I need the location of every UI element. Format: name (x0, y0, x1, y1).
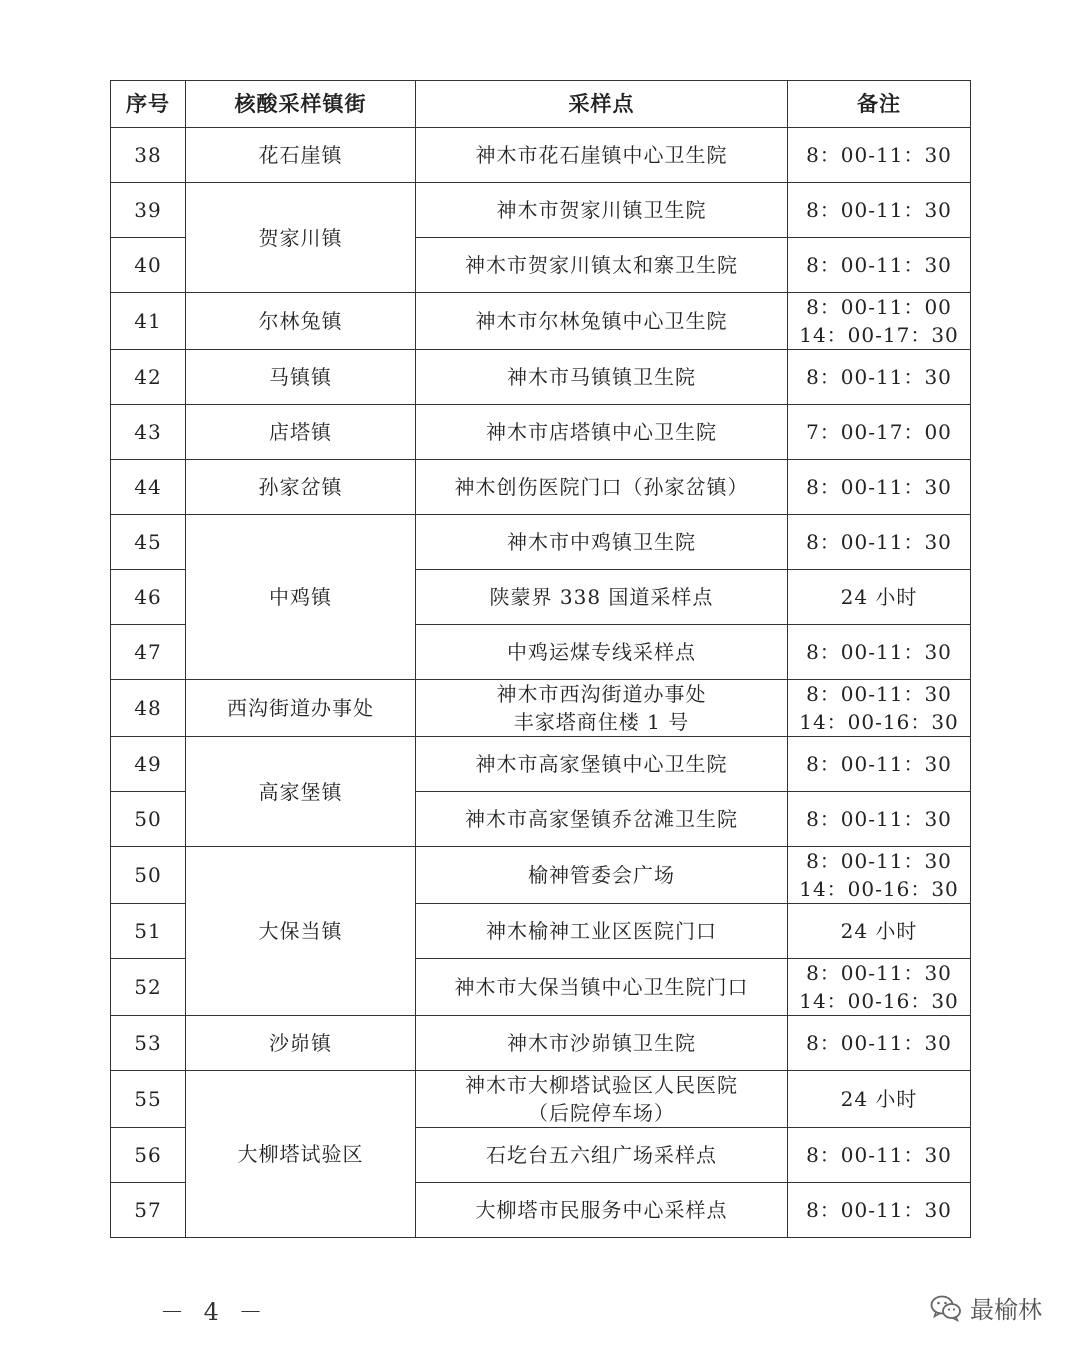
sampling-site-cell (416, 515, 788, 570)
serial-number-cell: 43 (111, 405, 186, 460)
remarks-cell (788, 680, 971, 737)
remarks-cell (788, 959, 971, 1016)
town-cell: 店塔镇 (186, 405, 416, 460)
remarks-cell (788, 1016, 971, 1071)
remarks-line: 8：00-11：30 (806, 1031, 952, 1055)
remarks-line: 8：00-11：30 (806, 1143, 952, 1167)
table-row (111, 293, 971, 350)
remarks-line: 8：00-11：30 (806, 530, 952, 554)
sampling-site-line: 神木市花石崖镇中心卫生院 (475, 143, 728, 167)
sampling-site-line: 神木市大柳塔试验区人民医院 (465, 1073, 738, 1097)
sampling-site-line: 神木市大保当镇中心卫生院门口 (454, 975, 749, 999)
sampling-site-cell (416, 904, 788, 959)
remarks-line: 8：00-11：30 (806, 1198, 952, 1222)
sampling-site-line: 神木市沙峁镇卫生院 (507, 1031, 696, 1055)
remarks-line: 8：00-11：30 (806, 849, 952, 873)
table-row (111, 183, 971, 238)
remarks-cell (788, 625, 971, 680)
remarks-line: 14：00-16：30 (799, 989, 959, 1013)
sampling-site-cell (416, 680, 788, 737)
remarks-line: 8：00-11：30 (806, 640, 952, 664)
remarks-line: 8：00-11：30 (806, 807, 952, 831)
town-cell: 孙家岔镇 (186, 460, 416, 515)
table-row (111, 350, 971, 405)
serial-number-cell: 47 (111, 625, 186, 680)
table-row (111, 680, 971, 737)
sampling-site-cell (416, 625, 788, 680)
serial-number-cell: 55 (111, 1071, 186, 1128)
sampling-site-line: 神木市中鸡镇卫生院 (507, 530, 696, 554)
sampling-site-cell (416, 183, 788, 238)
table-row (111, 1071, 971, 1128)
serial-number-cell: 50 (111, 792, 186, 847)
serial-number-cell: 44 (111, 460, 186, 515)
sampling-site-line: 石圪台五六组广场采样点 (486, 1143, 717, 1167)
table-row (111, 405, 971, 460)
sampling-site-cell (416, 1016, 788, 1071)
sampling-site-cell (416, 1071, 788, 1128)
sampling-site-line: 神木创伤医院门口（孙家岔镇） (454, 475, 749, 499)
sampling-site-cell (416, 350, 788, 405)
sampling-site-cell (416, 737, 788, 792)
sampling-site-cell (416, 460, 788, 515)
watermark (930, 1290, 1042, 1325)
watermark-text: 最榆林 (970, 1296, 1042, 1324)
remarks-cell (788, 183, 971, 238)
serial-number-cell: 57 (111, 1183, 186, 1238)
remarks-cell (788, 1183, 971, 1238)
sampling-site-cell (416, 792, 788, 847)
serial-number-cell: 51 (111, 904, 186, 959)
sampling-site-line: 丰家塔商住楼 1 号 (513, 710, 690, 734)
sampling-site-line: 神木市贺家川镇太和寨卫生院 (465, 253, 738, 277)
remarks-cell (788, 570, 971, 625)
sampling-site-cell (416, 570, 788, 625)
remarks-line: 8：00-11：30 (806, 682, 952, 706)
remarks-line: 8：00-11：30 (806, 961, 952, 985)
header-sampling-site: 采样点 (416, 81, 788, 128)
sampling-site-line: 榆神管委会广场 (528, 863, 675, 887)
remarks-cell (788, 847, 971, 904)
remarks-line: 24 小时 (840, 919, 918, 943)
sampling-site-line: 陕蒙界 338 国道采样点 (489, 585, 714, 609)
sampling-site-cell (416, 293, 788, 350)
header-serial-number: 序号 (111, 81, 186, 128)
header-town: 核酸采样镇街 (186, 81, 416, 128)
town-cell: 沙峁镇 (186, 1016, 416, 1071)
table-row (111, 128, 971, 183)
remarks-line: 8：00-11：30 (806, 143, 952, 167)
remarks-line: 8：00-11：30 (806, 365, 952, 389)
remarks-line: 24 小时 (840, 1087, 918, 1111)
serial-number-cell: 49 (111, 737, 186, 792)
sampling-site-line: 神木市尔林兔镇中心卫生院 (475, 309, 728, 333)
sampling-site-line: 神木市店塔镇中心卫生院 (486, 420, 717, 444)
table-header-row (111, 81, 971, 128)
sampling-site-line: 神木市贺家川镇卫生院 (496, 198, 707, 222)
table-row (111, 460, 971, 515)
remarks-line: 14：00-17：30 (799, 323, 959, 347)
remarks-cell (788, 904, 971, 959)
remarks-cell (788, 460, 971, 515)
remarks-cell (788, 792, 971, 847)
remarks-line: 14：00-16：30 (799, 710, 959, 734)
serial-number-cell: 53 (111, 1016, 186, 1071)
sampling-site-line: 神木市高家堡镇乔岔滩卫生院 (465, 807, 738, 831)
remarks-cell (788, 737, 971, 792)
sampling-site-line: 大柳塔市民服务中心采样点 (475, 1198, 728, 1222)
serial-number-cell: 45 (111, 515, 186, 570)
remarks-line: 8：00-11：00 (806, 295, 952, 319)
table-row (111, 847, 971, 904)
remarks-cell (788, 238, 971, 293)
remarks-cell (788, 1128, 971, 1183)
table-body (111, 128, 971, 1238)
sampling-sites-table (110, 80, 971, 1238)
table-row (111, 737, 971, 792)
remarks-line: 14：00-16：30 (799, 877, 959, 901)
town-cell: 中鸡镇 (186, 515, 416, 680)
remarks-line: 8：00-11：30 (806, 253, 952, 277)
table-row (111, 1016, 971, 1071)
sampling-site-line: 神木市马镇镇卫生院 (507, 365, 696, 389)
remarks-line: 8：00-11：30 (806, 198, 952, 222)
serial-number-cell: 52 (111, 959, 186, 1016)
town-cell: 大保当镇 (186, 847, 416, 1016)
sampling-site-line: 神木榆神工业区医院门口 (486, 919, 717, 943)
town-cell: 西沟街道办事处 (186, 680, 416, 737)
sampling-site-cell (416, 128, 788, 183)
remarks-cell (788, 405, 971, 460)
town-cell: 高家堡镇 (186, 737, 416, 847)
sampling-site-cell (416, 405, 788, 460)
sampling-site-line: 中鸡运煤专线采样点 (507, 640, 696, 664)
town-cell: 花石崖镇 (186, 128, 416, 183)
remarks-line: 7：00-17：00 (806, 420, 952, 444)
page-number: － 4 － (160, 1298, 269, 1326)
sampling-site-cell (416, 959, 788, 1016)
sampling-site-line: （后院停车场） (528, 1101, 675, 1125)
sampling-site-cell (416, 1183, 788, 1238)
sampling-site-cell (416, 238, 788, 293)
serial-number-cell: 46 (111, 570, 186, 625)
remarks-cell (788, 1071, 971, 1128)
sampling-site-line: 神木市西沟街道办事处 (496, 682, 707, 706)
remarks-line: 24 小时 (840, 585, 918, 609)
remarks-cell (788, 515, 971, 570)
serial-number-cell: 38 (111, 128, 186, 183)
remarks-line: 8：00-11：30 (806, 752, 952, 776)
sampling-site-line: 神木市高家堡镇中心卫生院 (475, 752, 728, 776)
town-cell: 贺家川镇 (186, 183, 416, 293)
serial-number-cell: 56 (111, 1128, 186, 1183)
remarks-cell (788, 293, 971, 350)
remarks-line: 8：00-11：30 (806, 475, 952, 499)
sampling-site-cell (416, 847, 788, 904)
table-row (111, 515, 971, 570)
sampling-site-cell (416, 1128, 788, 1183)
wechat-icon (930, 1294, 962, 1322)
town-cell: 尔林兔镇 (186, 293, 416, 350)
serial-number-cell: 39 (111, 183, 186, 238)
serial-number-cell: 41 (111, 293, 186, 350)
town-cell: 大柳塔试验区 (186, 1071, 416, 1238)
header-remarks: 备注 (788, 81, 971, 128)
remarks-cell (788, 350, 971, 405)
serial-number-cell: 42 (111, 350, 186, 405)
serial-number-cell: 50 (111, 847, 186, 904)
remarks-cell (788, 128, 971, 183)
serial-number-cell: 40 (111, 238, 186, 293)
serial-number-cell: 48 (111, 680, 186, 737)
town-cell: 马镇镇 (186, 350, 416, 405)
